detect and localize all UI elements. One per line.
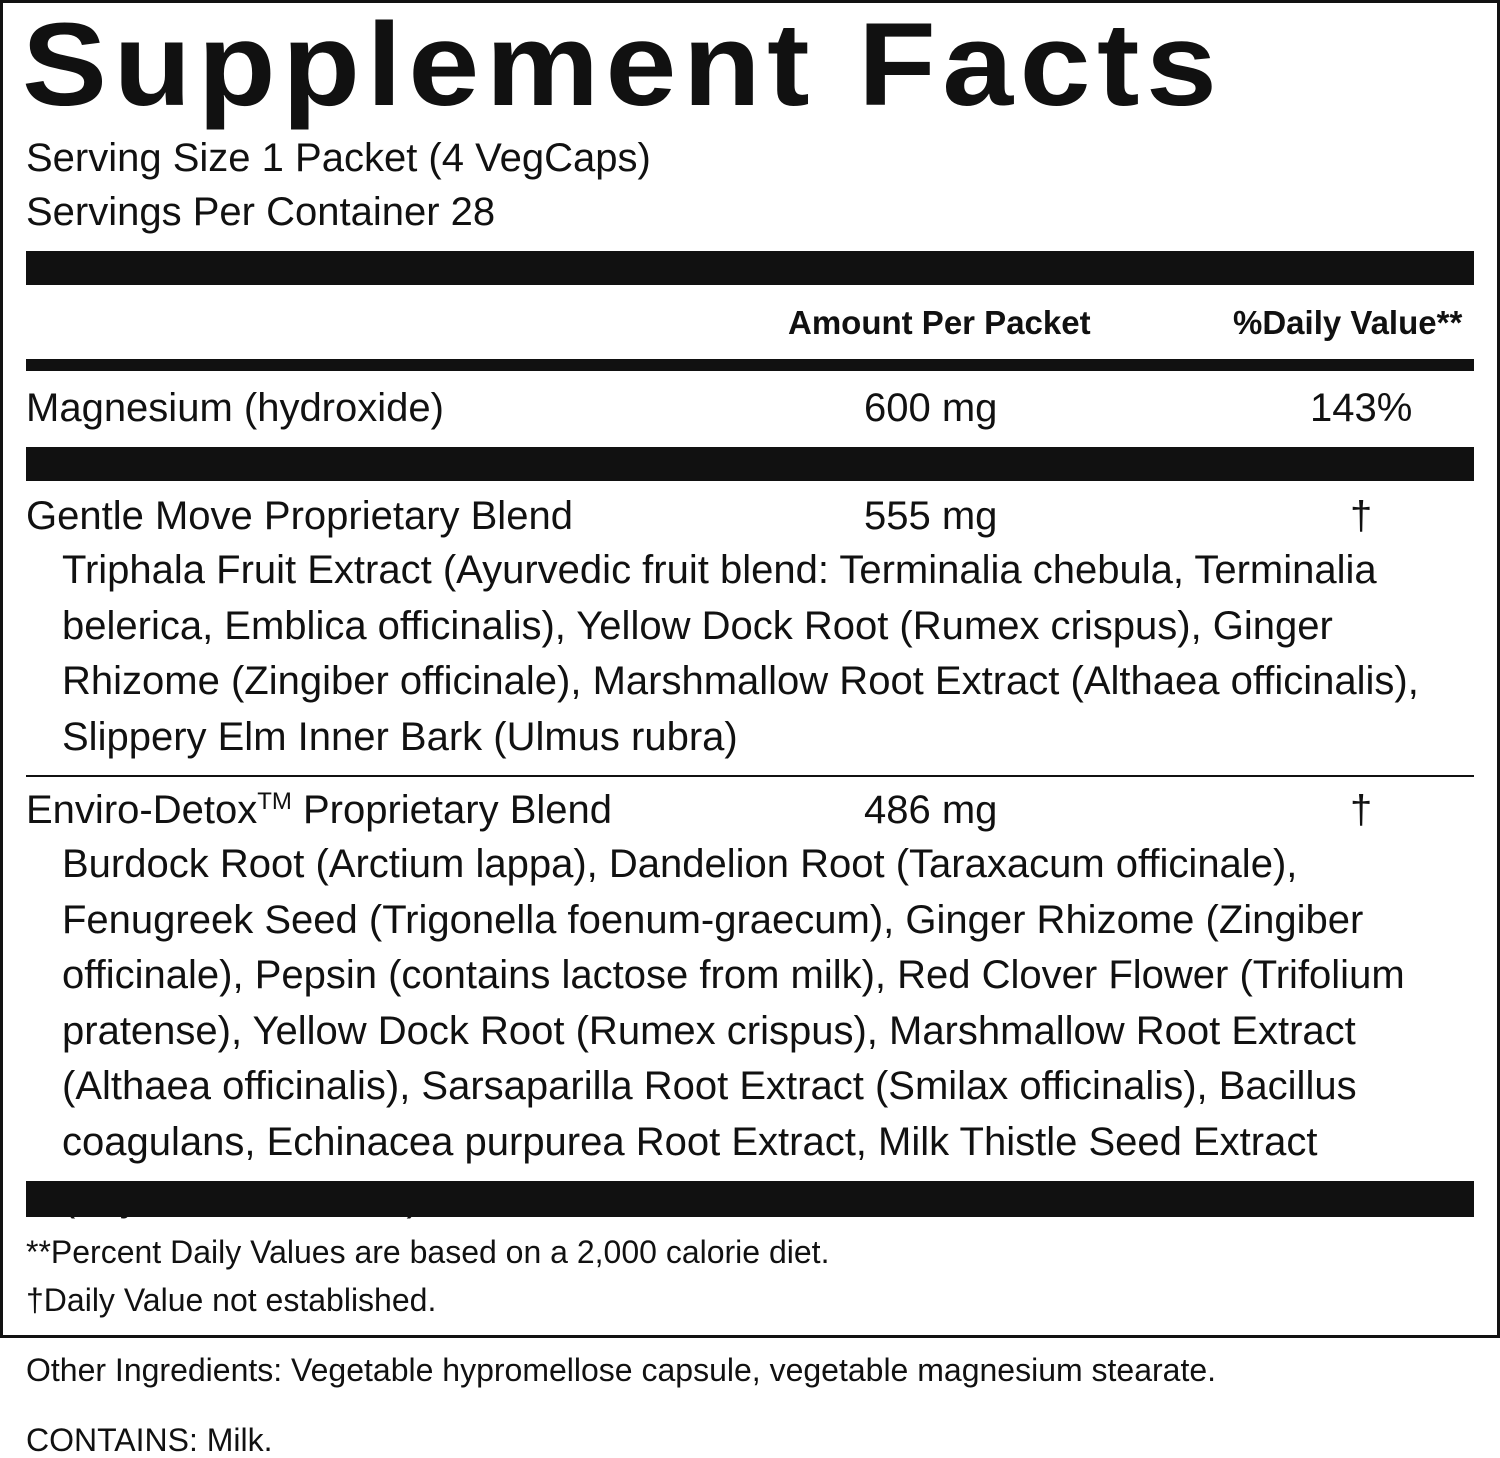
footnote-daily-values: **Percent Daily Values are based on a 2,000 calorie diet. <box>26 1234 830 1270</box>
blend-ingredients-enviro-detox: Burdock Root (Arctium lappa), Dandelion Root (Taraxacum officinale), Fenugreek Seed (Trigonella foenum-graecum), Ginger Rhizome (Zingiber officinale), Pepsin (contains lactose from milk), Red Clover Flower (Trifolium pratense), Yellow Dock Root (Rumex crispus), Marshmallow Root Extract (Althaea officinalis), Sarsaparilla Root Extract (Smilax officinalis), Bacillus coagulans, Echinacea purpurea Root Extract, Milk Thistle Seed Extract <box>62 842 1405 1164</box>
thin-divider <box>26 775 1474 777</box>
blend-name-main: Enviro-Detox <box>26 788 258 832</box>
footnote-dagger: †Daily Value not established. <box>26 1282 437 1318</box>
allergen-contains: CONTAINS: Milk. <box>26 1422 273 1458</box>
thick-divider-top <box>26 251 1474 285</box>
blend-name-gentle-move: Gentle Move Proprietary Blend <box>26 494 573 538</box>
nutrient-amount: 600 mg <box>864 386 998 430</box>
label-title: Supplement Facts <box>22 0 1224 131</box>
other-ingredients: Other Ingredients: Vegetable hypromellose capsule, vegetable magnesium stearate. <box>26 1352 1217 1388</box>
medium-divider <box>26 359 1474 371</box>
column-header-amount: Amount Per Packet <box>788 304 1091 341</box>
blend-ingredients-gentle-move: Triphala Fruit Extract (Ayurvedic fruit blend: Terminalia chebula, Terminalia belerica, Emblica officinalis), Yellow Dock Root (Rumex crispus), Ginger Rhizome (Zingiber officinale), Marshmallow Root Extract (Althaea officinalis), Slippery Elm Inner Bark (Ulmus rubra) <box>62 548 1419 759</box>
servings-per-container: Servings Per Container 28 <box>26 190 496 234</box>
blend-amount-gentle-move: 555 mg <box>864 494 998 538</box>
thick-divider-bottom <box>26 1181 1474 1217</box>
trademark-mark: TM <box>257 788 292 815</box>
blend-daily-value-gentle-move: † <box>1350 494 1373 538</box>
blend-amount-enviro-detox: 486 mg <box>864 788 998 832</box>
nutrient-daily-value: 143% <box>1310 386 1413 430</box>
blend-daily-value-enviro-detox: † <box>1350 788 1373 832</box>
blend-name-enviro-detox <box>26 790 612 830</box>
column-header-daily-value: %Daily Value** <box>1233 304 1463 341</box>
thick-divider-middle <box>26 447 1474 481</box>
blend-name-rest: Proprietary Blend <box>291 788 613 832</box>
nutrient-name: Magnesium (hydroxide) <box>26 386 444 430</box>
serving-size: Serving Size 1 Packet (4 VegCaps) <box>26 136 651 180</box>
